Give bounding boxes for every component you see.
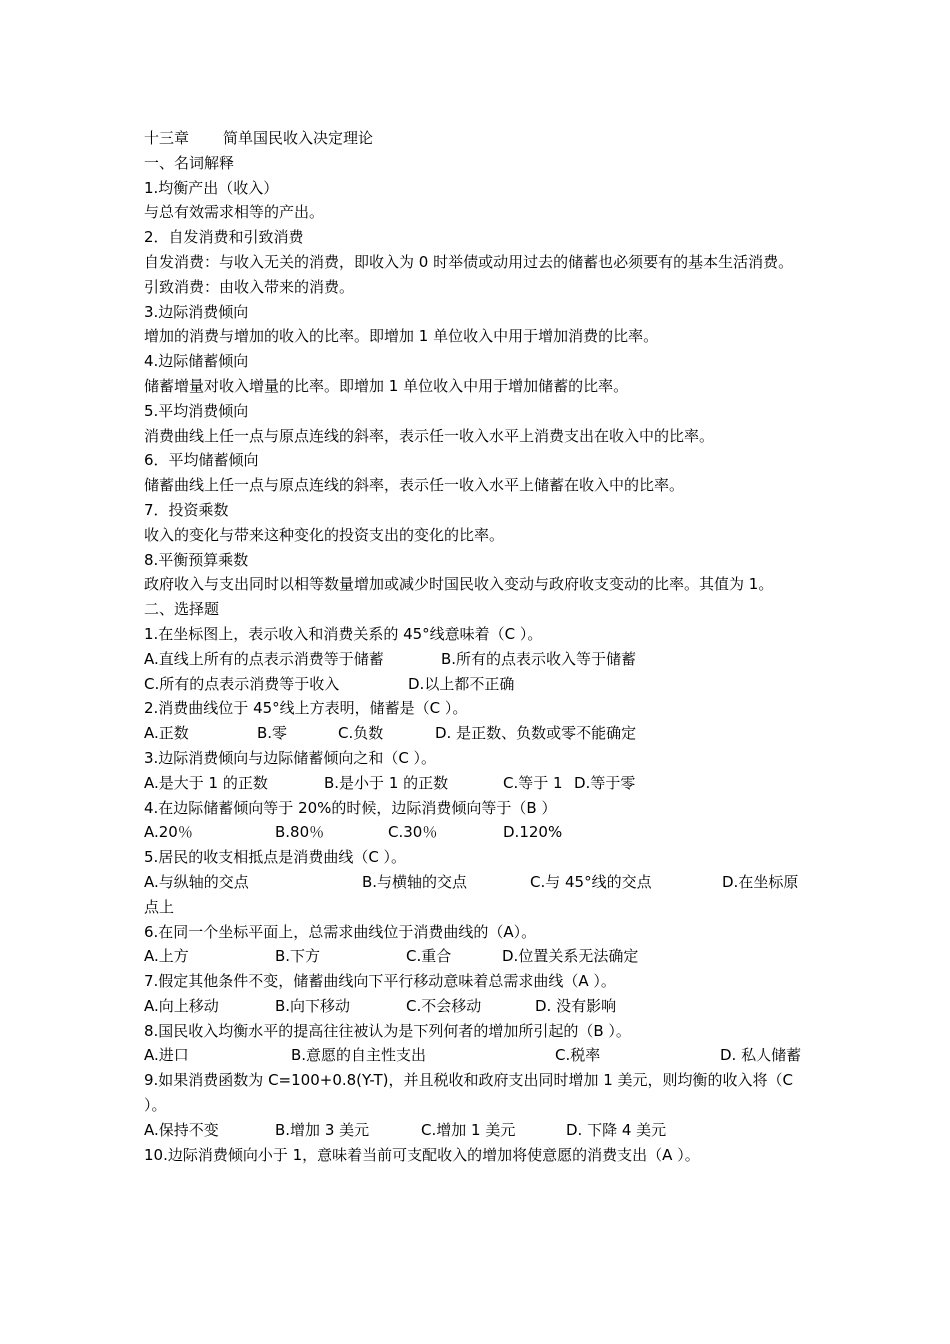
option-b: B.是小于 1 的正数 [324, 773, 449, 792]
question-text: 3.边际消费倾向与边际储蓄倾向之和（C ）。 [144, 748, 437, 767]
option-b: B.向下移动 [275, 996, 351, 1015]
term-label: 2．自发消费和引致消费 [144, 228, 304, 247]
question-text: 7.假定其他条件不变，储蓄曲线向下平行移动意味着总需求曲线（A ）。 [144, 972, 616, 991]
option-d: D. 下降 4 美元 [566, 1120, 667, 1139]
term-label: 1.均衡产出（收入） [144, 178, 279, 197]
options-row [144, 994, 814, 1019]
option-a: A.保持不变 [144, 1120, 219, 1139]
options-row [144, 672, 814, 697]
section-heading: 二、选择题 [144, 600, 220, 619]
options-row [144, 820, 814, 845]
option-a: A.与纵轴的交点 [144, 872, 249, 891]
term-label: 7．投资乘数 [144, 500, 229, 519]
option-c: C.所有的点表示消费等于收入 [144, 674, 340, 693]
question-text: 5.居民的收支相抵点是消费曲线（C ）。 [144, 848, 407, 867]
term-definition: 与总有效需求相等的产出。 [144, 203, 325, 222]
question-text: 8.国民收入均衡水平的提高往往被认为是下列何者的增加所引起的（B ）。 [144, 1021, 631, 1040]
option-a: A.进口 [144, 1046, 189, 1065]
option-b: B.增加 3 美元 [275, 1120, 370, 1139]
option-b: B.与横轴的交点 [362, 872, 468, 891]
question-text: 9.如果消费函数为 C=100+0.8(Y-T)，并且税收和政府支出同时增加 1 美元，则均衡的收入将（C ）。 [144, 1071, 794, 1115]
term-label: 4.边际储蓄倾向 [144, 352, 249, 371]
option-c: C.税率 [555, 1046, 601, 1065]
question-text: 6.在同一个坐标平面上，总需求曲线位于消费曲线的（A）。 [144, 922, 537, 941]
option-d: D.以上都不正确 [408, 674, 515, 693]
question-text: 1.在坐标图上，表示收入和消费关系的 45°线意味着（C ）。 [144, 624, 543, 643]
chapter-title [144, 126, 814, 151]
option-d: D.位置关系无法确定 [502, 947, 639, 966]
option-a: A.是大于 1 的正数 [144, 773, 268, 792]
term-label: 5.平均消费倾向 [144, 401, 249, 420]
option-c: C.与 45°线的交点 [530, 872, 652, 891]
option-d: D. 私人储蓄 [720, 1046, 802, 1065]
term-label: 6．平均储蓄倾向 [144, 451, 259, 470]
option-d-continued: 点上 [144, 897, 175, 916]
option-c: C.等于 1 [503, 773, 563, 792]
options-row [144, 1043, 814, 1068]
chapter-number: 十三章 [144, 129, 190, 147]
option-d: D.在坐标原 [722, 872, 799, 891]
term-definition: 政府收入与支出同时以相等数量增加或减少时国民收入变动与政府收支变动的比率。其值为 1。 [144, 575, 774, 594]
option-a: A.正数 [144, 724, 189, 743]
option-b: B.所有的点表示收入等于储蓄 [441, 649, 637, 668]
option-d: D.等于零 [574, 773, 636, 792]
option-c: C.负数 [338, 724, 384, 743]
option-c: C.重合 [406, 947, 452, 966]
option-d: D. 没有影响 [535, 996, 617, 1015]
chapter-name: 简单国民收入决定理论 [223, 129, 374, 147]
term-label: 8.平衡预算乘数 [144, 550, 249, 569]
option-b: B.80％ [275, 823, 325, 842]
options-row [144, 870, 814, 895]
options-row [144, 944, 814, 969]
question-text: 10.边际消费倾向小于 1，意味着当前可支配收入的增加将使意愿的消费支出（A ）。 [144, 1145, 700, 1164]
options-row [144, 721, 814, 746]
term-definition: 储蓄曲线上任一点与原点连线的斜率，表示任一收入水平上储蓄在收入中的比率。 [144, 476, 685, 495]
option-d: D. 是正数、负数或零不能确定 [435, 724, 637, 743]
term-definition: 引致消费：由收入带来的消费。 [144, 277, 355, 296]
option-a: A.20％ [144, 823, 193, 842]
option-c: C.30％ [388, 823, 438, 842]
document-body [144, 126, 814, 1167]
section-heading: 一、名词解释 [144, 153, 235, 172]
option-c: C.增加 1 美元 [421, 1120, 516, 1139]
option-a: A.上方 [144, 947, 189, 966]
option-a: A.直线上所有的点表示消费等于储蓄 [144, 649, 384, 668]
option-b: B.下方 [275, 947, 321, 966]
option-c: C.不会移动 [406, 996, 482, 1015]
term-definition: 消费曲线上任一点与原点连线的斜率，表示任一收入水平上消费支出在收入中的比率。 [144, 426, 715, 445]
term-definition: 自发消费：与收入无关的消费，即收入为 0 时举债或动用过去的储蓄也必须要有的基本生活消费。 [144, 252, 794, 271]
term-label: 3.边际消费倾向 [144, 302, 249, 321]
option-d: D.120% [503, 823, 563, 842]
options-row [144, 1118, 814, 1143]
option-a: A.向上移动 [144, 996, 219, 1015]
term-definition: 增加的消费与增加的收入的比率。即增加 1 单位收入中用于增加消费的比率。 [144, 327, 659, 346]
options-row [144, 647, 814, 672]
option-b: B.零 [257, 724, 288, 743]
option-b: B.意愿的自主性支出 [291, 1046, 427, 1065]
question-text: 4.在边际储蓄倾向等于 20%的时候，边际消费倾向等于（B ） [144, 798, 557, 817]
term-definition: 储蓄增量对收入增量的比率。即增加 1 单位收入中用于增加储蓄的比率。 [144, 376, 629, 395]
term-definition: 收入的变化与带来这种变化的投资支出的变化的比率。 [144, 525, 505, 544]
options-row [144, 771, 814, 796]
question-text: 2.消费曲线位于 45°线上方表明，储蓄是（C ）。 [144, 699, 468, 718]
